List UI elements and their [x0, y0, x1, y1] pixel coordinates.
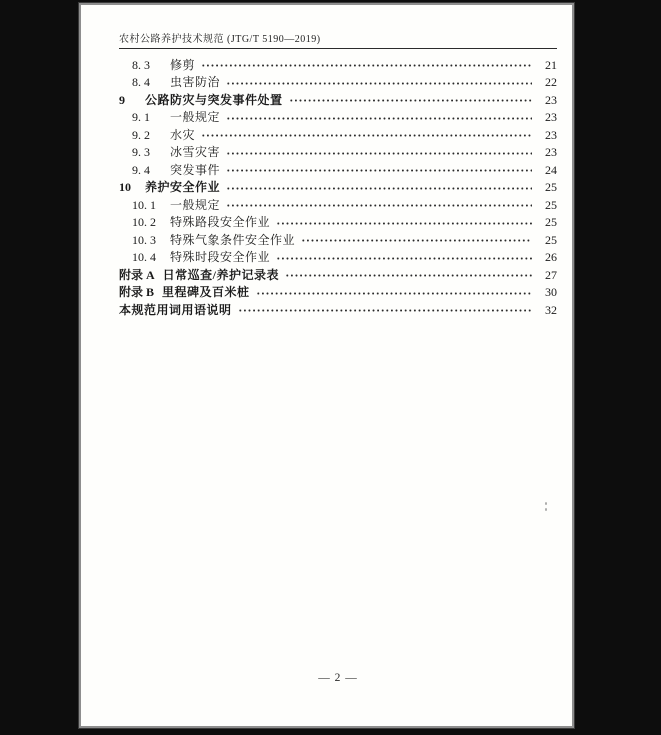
- toc-entry-number: 9. 3: [132, 145, 150, 160]
- page-number: — 2 —: [318, 672, 358, 684]
- toc-entry-number: 8. 4: [132, 75, 150, 90]
- toc-entry-title: 突发事件: [170, 162, 221, 177]
- toc-entry-page: 23: [545, 127, 557, 142]
- toc-entry-number: 9. 4: [132, 162, 150, 177]
- toc-entry-page: 21: [545, 57, 557, 72]
- toc-entry-title: 水灾: [170, 127, 196, 142]
- toc-entry: [119, 179, 557, 197]
- dot-leader: [201, 62, 532, 69]
- running-header: 农村公路养护技术规范 (JTG/T 5190—2019): [119, 34, 321, 45]
- toc-entry-title: 特殊时段安全作业: [170, 250, 271, 265]
- toc-entry-number: 8. 3: [132, 57, 150, 72]
- document-page: [79, 3, 574, 728]
- toc-entry: [119, 214, 557, 232]
- toc-entry: [119, 301, 557, 319]
- toc-entry-page: 25: [545, 180, 557, 195]
- dot-leader: [238, 307, 532, 314]
- toc-entry-number: 9. 1: [132, 110, 150, 125]
- toc-entry-number: 附录 A: [119, 267, 155, 282]
- dot-leader: [201, 132, 532, 139]
- toc-entry-number: 10. 2: [132, 215, 156, 230]
- toc-entry: [119, 109, 557, 127]
- toc-entry-number: 10: [119, 180, 131, 195]
- toc-entry-number: 9: [119, 92, 125, 107]
- toc-entry-number: 9. 2: [132, 127, 150, 142]
- toc-entry-title: 一般规定: [170, 110, 221, 125]
- toc-entry-number: 附录 B: [119, 285, 155, 300]
- toc-entry-page: 23: [545, 92, 557, 107]
- toc-entry: [119, 266, 557, 284]
- toc-entry-page: 22: [545, 75, 557, 90]
- dot-leader: [226, 167, 532, 174]
- toc-entry-title: 修剪: [170, 57, 196, 72]
- page-content: [81, 5, 572, 726]
- dot-leader: [276, 255, 532, 262]
- toc-entry: [119, 249, 557, 267]
- toc-entry-title: 公路防灾与突发事件处置: [145, 92, 283, 107]
- page-footer: [119, 672, 557, 684]
- toc-entry-page: 26: [545, 250, 557, 265]
- toc-entry-number: 10. 4: [132, 250, 156, 265]
- dot-leader: [289, 97, 532, 104]
- toc-entry: [119, 144, 557, 162]
- dot-leader: [226, 202, 532, 209]
- toc-entry-page: 27: [545, 267, 557, 282]
- toc-entry-page: 25: [545, 215, 557, 230]
- toc-entry: [119, 126, 557, 144]
- dot-leader: [276, 220, 532, 227]
- dot-leader: [301, 237, 532, 244]
- toc-entry: [119, 196, 557, 214]
- toc-entry-title: 冰雪灾害: [170, 145, 221, 160]
- toc-entry-page: 23: [545, 110, 557, 125]
- toc-entry-page: 30: [545, 285, 557, 300]
- toc-entry-title: 本规范用词用语说明: [119, 302, 232, 317]
- toc-entry: [119, 56, 557, 74]
- dot-leader: [226, 80, 532, 87]
- toc-entry: [119, 74, 557, 92]
- toc-entry-page: 25: [545, 232, 557, 247]
- toc-entry: [119, 91, 557, 109]
- toc-entry: [119, 231, 557, 249]
- toc-entry: [119, 284, 557, 302]
- header-rule: [119, 48, 557, 49]
- toc-entry-title: 养护安全作业: [145, 180, 221, 195]
- toc-entry-page: 24: [545, 162, 557, 177]
- dot-leader: [226, 150, 532, 157]
- dot-leader: [226, 115, 532, 122]
- toc-entry: [119, 161, 557, 179]
- toc-entry-title: 特殊气象条件安全作业: [170, 232, 296, 247]
- dot-leader: [226, 185, 532, 192]
- toc-entry-number: 10. 3: [132, 232, 156, 247]
- toc-entry-title: 日常巡查/养护记录表: [162, 267, 280, 282]
- scan-artifact: [545, 502, 548, 512]
- toc-entry-title: 一般规定: [170, 197, 221, 212]
- dot-leader: [256, 290, 532, 297]
- toc-entry-title: 虫害防治: [170, 75, 221, 90]
- toc-entry-title: 里程碑及百米桩: [162, 285, 250, 300]
- toc-entry-number: 10. 1: [132, 197, 156, 212]
- toc-entry-page: 32: [545, 302, 557, 317]
- toc-entry-page: 23: [545, 145, 557, 160]
- toc-entry-title: 特殊路段安全作业: [170, 215, 271, 230]
- toc-entry-page: 25: [545, 197, 557, 212]
- table-of-contents: [119, 56, 557, 319]
- dot-leader: [285, 272, 532, 279]
